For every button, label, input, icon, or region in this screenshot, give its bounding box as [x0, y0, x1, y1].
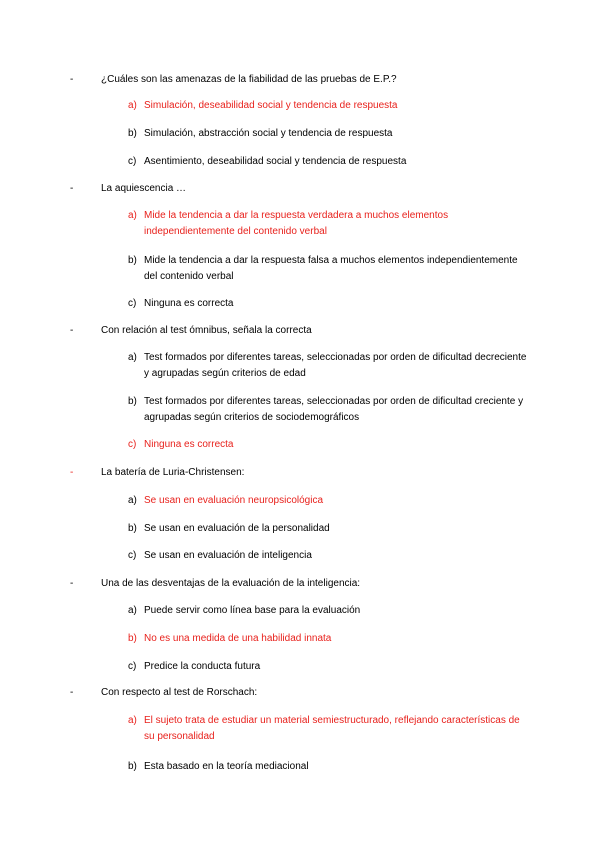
option-letter: b): [128, 761, 137, 772]
question-text: Una de las desventajas de la evaluación de la inteligencia:: [101, 578, 361, 589]
option-6b: [128, 759, 528, 775]
option-letter: b): [128, 255, 137, 266]
option-text: Predice la conducta futura: [144, 661, 261, 672]
option-letter: a): [128, 210, 137, 221]
option-text: Se usan en evaluación de inteligencia: [144, 550, 312, 561]
option-letter: c): [128, 439, 137, 450]
option-1b: [128, 126, 528, 142]
question-text: La aquiescencia …: [101, 183, 187, 194]
option-3b: [128, 394, 528, 426]
option-letter: b): [128, 128, 137, 139]
question-bullet: -: [70, 325, 74, 336]
option-text: Asentimiento, deseabilidad social y tendencia de respuesta: [144, 156, 407, 167]
option-letter: c): [128, 156, 137, 167]
option-4b: [128, 521, 528, 537]
option-text: Ninguna es correcta: [144, 439, 234, 450]
option-6a: [128, 713, 528, 745]
question-text: Con respecto al test de Rorschach:: [101, 687, 258, 698]
option-letter: a): [128, 495, 137, 506]
option-text: Mide la tendencia a dar la respuesta falsa a muchos elementos independientemente del contenido verbal: [144, 255, 518, 282]
question-text: La batería de Luria-Christensen:: [101, 467, 245, 478]
option-2c: [128, 296, 528, 312]
option-letter: b): [128, 633, 137, 644]
option-text: Test formados por diferentes tareas, seleccionadas por orden de dificultad creciente y agrupadas según criterios de sociodemográficos: [144, 396, 524, 423]
option-text: No es una medida de una habilidad innata: [144, 633, 332, 644]
question-bullet: -: [70, 74, 74, 85]
option-3c: [128, 437, 528, 453]
option-5b: [128, 631, 528, 647]
question-text: ¿Cuáles son las amenazas de la fiabilidad de las pruebas de E.P.?: [101, 74, 397, 85]
option-letter: a): [128, 715, 137, 726]
option-text: Mide la tendencia a dar la respuesta verdadera a muchos elementos independientemente del contenido verbal: [144, 210, 449, 237]
option-text: Puede servir como línea base para la evaluación: [144, 605, 361, 616]
option-2b: [128, 253, 528, 285]
option-letter: c): [128, 298, 137, 309]
option-3a: [128, 350, 528, 382]
option-text: Simulación, deseabilidad social y tendencia de respuesta: [144, 100, 398, 111]
option-text: Ninguna es correcta: [144, 298, 234, 309]
option-text: Test formados por diferentes tareas, seleccionadas por orden de dificultad decreciente y agrupadas según criterios de edad: [144, 352, 527, 379]
option-letter: a): [128, 605, 137, 616]
question-bullet: -: [70, 183, 74, 194]
option-4a: [128, 493, 528, 509]
option-letter: c): [128, 550, 137, 561]
option-5c: [128, 659, 528, 675]
option-text: Esta basado en la teoría mediacional: [144, 761, 309, 772]
option-letter: b): [128, 396, 137, 407]
question-text: Con relación al test ómnibus, señala la correcta: [101, 325, 312, 336]
option-2a: [128, 208, 528, 240]
question-bullet: -: [70, 578, 74, 589]
option-text: Se usan en evaluación de la personalidad: [144, 523, 330, 534]
option-letter: a): [128, 352, 137, 363]
option-text: El sujeto trata de estudiar un material semiestructurado, reflejando características de su personalidad: [144, 715, 520, 742]
option-text: Se usan en evaluación neuropsicológica: [144, 495, 324, 506]
option-4c: [128, 548, 528, 564]
question-bullet: -: [70, 467, 74, 478]
question-bullet: -: [70, 687, 74, 698]
option-1a: [128, 98, 528, 114]
option-5a: [128, 603, 528, 619]
option-letter: b): [128, 523, 137, 534]
option-text: Simulación, abstracción social y tendencia de respuesta: [144, 128, 393, 139]
option-letter: a): [128, 100, 137, 111]
option-letter: c): [128, 661, 137, 672]
option-1c: [128, 154, 528, 170]
